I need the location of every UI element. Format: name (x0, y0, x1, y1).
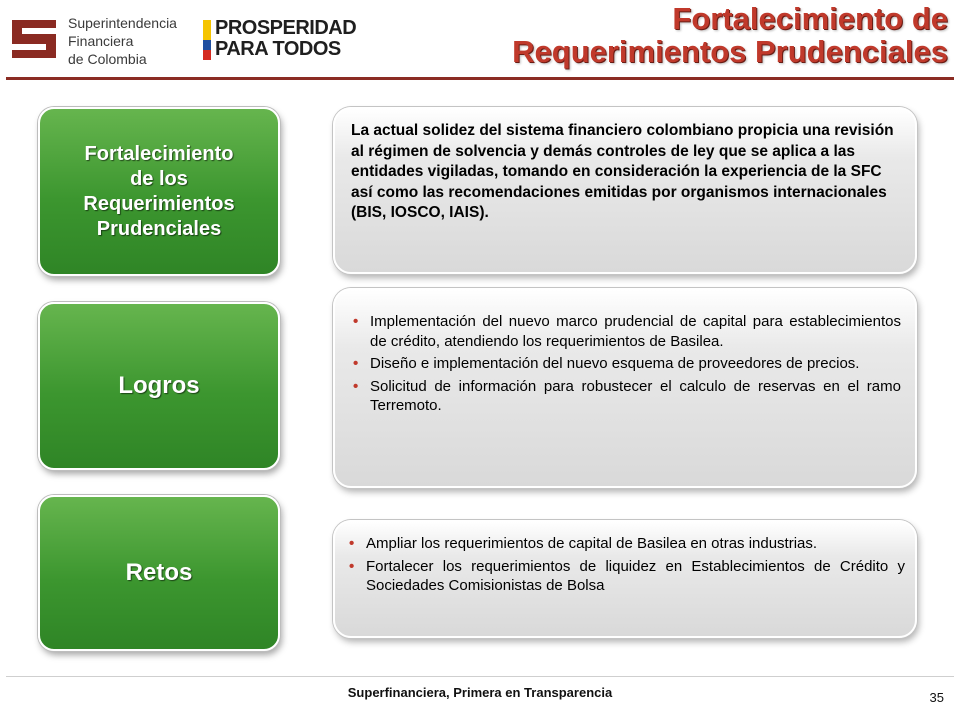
box-fortalecimiento-line4: Prudenciales (96, 217, 222, 240)
box-fortalecimiento-line1: Fortalecimiento (84, 142, 234, 165)
box-logros (38, 302, 280, 470)
page-number: 35 (929, 690, 944, 705)
logros-item-1: Implementación del nuevo marco prudencial de capital para establecimientos de crédito, atendiendo los requerimientos de Basilea. (370, 313, 901, 350)
intro-text: La actual solidez del sistema financiero colombiano propicia una revisión al régimen de solvencia y demás controles de ley que se aplica a las entidades vigiladas, tomando en consideración la experiencia de la SFC así como las recomendaciones emitidas por organismos internacionales (BIS, IOSCO, IAIS). (351, 122, 894, 221)
list-item (353, 312, 901, 351)
sfc-logo-line2: Financiera (68, 33, 134, 49)
prosperidad-logo (203, 16, 357, 66)
bullet-icon: • (353, 377, 359, 395)
box-fortalecimiento-line2: de los (130, 167, 188, 190)
box-fortalecimiento (38, 107, 280, 276)
sfc-logo (8, 12, 188, 68)
page-title (512, 2, 948, 68)
list-item (349, 557, 905, 596)
logros-list (353, 312, 901, 416)
logros-item-3: Solicitud de información para robustecer el calculo de reservas en el ramo Terremoto. (370, 377, 901, 414)
prosperidad-line1: PROSPERIDAD (215, 17, 357, 39)
list-item (349, 534, 905, 554)
box-logros-label: Logros (118, 372, 200, 399)
bullet-icon: • (353, 313, 359, 330)
retos-item-2: Fortalecer los requerimientos de liquidez en Establecimientos de Crédito y Sociedades Comisionistas de Bolsa (366, 557, 905, 594)
retos-list (349, 534, 905, 596)
prosperidad-logo-text (215, 18, 356, 60)
sfc-logo-line3: de Colombia (68, 51, 147, 67)
header-divider (6, 77, 954, 80)
list-item (353, 354, 901, 374)
page-title-line2: Requerimientos Prudenciales (512, 34, 948, 69)
footer-tagline: Superfinanciera, Primera en Transparencia (347, 685, 613, 700)
footer-divider (6, 676, 954, 677)
panel-logros (333, 288, 917, 488)
page-title-line1: Fortalecimiento de (672, 1, 948, 36)
sfc-logo-text (68, 14, 177, 68)
list-item (353, 377, 901, 416)
bullet-icon: • (349, 535, 355, 552)
bullet-icon: • (349, 557, 355, 575)
box-fortalecimiento-line3: Requerimientos (83, 192, 235, 215)
flag-red-icon (203, 50, 211, 60)
retos-item-1: Ampliar los requerimientos de capital de Basilea en otras industrias. (366, 535, 818, 552)
box-retos-label: Retos (125, 559, 193, 586)
sfc-logo-line1: Superintendencia (68, 15, 177, 31)
flag-yellow-icon (203, 20, 211, 40)
prosperidad-line2: PARA TODOS (215, 38, 341, 60)
sfc-emblem-icon (8, 14, 60, 64)
box-retos (38, 495, 280, 651)
panel-intro (333, 107, 917, 274)
panel-retos (333, 520, 917, 638)
flag-blue-icon (203, 40, 211, 50)
bullet-icon: • (353, 355, 359, 372)
logros-item-2: Diseño e implementación del nuevo esquema de proveedores de precios. (370, 355, 860, 372)
